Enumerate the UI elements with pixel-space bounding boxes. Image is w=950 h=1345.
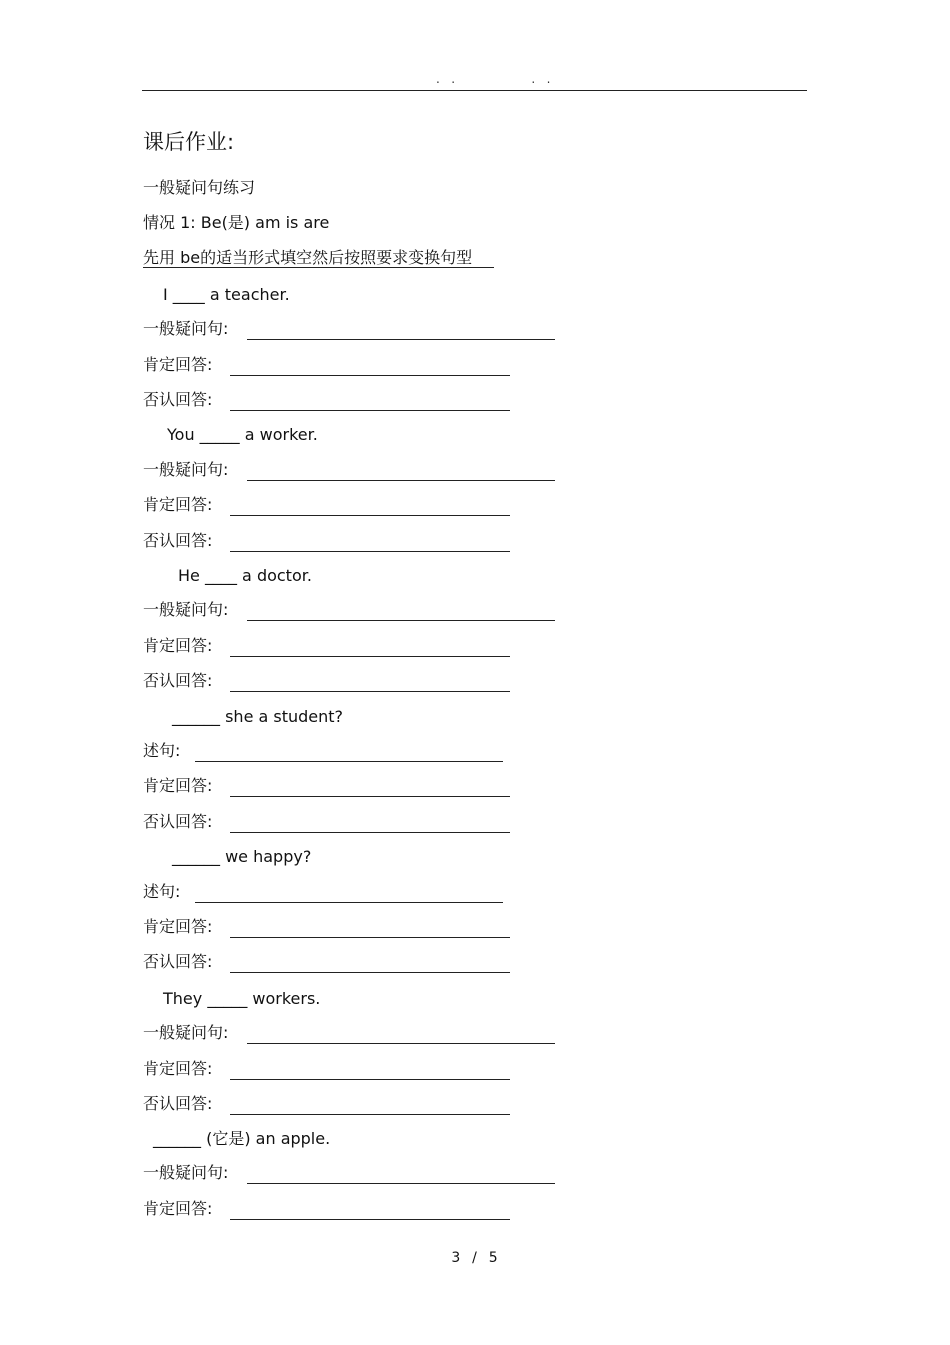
header-dots: . . . .	[436, 72, 551, 86]
answer-blank[interactable]	[247, 458, 555, 481]
positive-label: 肯定回答:	[143, 1199, 213, 1218]
answer-blank[interactable]	[230, 529, 510, 552]
answer-row-question	[143, 598, 555, 621]
positive-label: 肯定回答:	[143, 636, 213, 655]
answer-blank[interactable]	[230, 774, 510, 797]
answer-blank[interactable]	[230, 634, 510, 657]
positive-label: 肯定回答:	[143, 917, 213, 936]
page-title: 课后作业:	[143, 130, 235, 154]
question-label: 一般疑问句:	[143, 460, 229, 479]
answer-row-positive	[143, 915, 510, 938]
answer-row-question	[143, 317, 555, 340]
negative-label: 否认回答:	[143, 671, 213, 690]
answer-blank[interactable]	[230, 388, 510, 411]
answer-blank[interactable]	[247, 317, 555, 340]
exercise-sentence: I ____ a teacher.	[163, 285, 290, 304]
answer-blank[interactable]	[195, 739, 503, 762]
answer-row-negative	[143, 529, 510, 552]
exercise-sentence: They _____ workers.	[163, 989, 321, 1008]
instruction-text	[143, 247, 494, 269]
negative-label: 否认回答:	[143, 952, 213, 971]
answer-blank[interactable]	[230, 1057, 510, 1080]
answer-row-positive	[143, 1057, 510, 1080]
instruction-underlined: 先用 be的适当形式填空然后按照要求变换句型	[143, 248, 494, 268]
answer-row-negative	[143, 810, 510, 833]
answer-blank[interactable]	[230, 1197, 510, 1220]
question-label: 一般疑问句:	[143, 319, 229, 338]
case-title: 情况 1: Be(是) am is are	[143, 213, 330, 232]
answer-row-question	[143, 458, 555, 481]
answer-blank[interactable]	[230, 353, 510, 376]
answer-row-question	[143, 1161, 555, 1184]
exercise-sentence: He ____ a doctor.	[178, 566, 312, 585]
answer-blank[interactable]	[230, 669, 510, 692]
question-label: 一般疑问句:	[143, 600, 229, 619]
answer-row-negative	[143, 388, 510, 411]
answer-row-positive	[143, 774, 510, 797]
answer-row-positive	[143, 1197, 510, 1220]
positive-label: 肯定回答:	[143, 776, 213, 795]
negative-label: 否认回答:	[143, 390, 213, 409]
positive-label: 肯定回答:	[143, 495, 213, 514]
negative-label: 否认回答:	[143, 531, 213, 550]
answer-blank[interactable]	[230, 493, 510, 516]
answer-row-positive	[143, 353, 510, 376]
answer-row-negative	[143, 669, 510, 692]
exercise-sentence: You _____ a worker.	[167, 425, 318, 444]
statement-label: 述句:	[143, 882, 181, 901]
negative-label: 否认回答:	[143, 812, 213, 831]
question-label: 一般疑问句:	[143, 1163, 229, 1182]
exercise-sentence: ______ (它是) an apple.	[153, 1129, 331, 1148]
statement-label: 述句:	[143, 741, 181, 760]
answer-row-positive	[143, 493, 510, 516]
answer-blank[interactable]	[247, 598, 555, 621]
answer-blank[interactable]	[247, 1161, 555, 1184]
header-rule	[142, 90, 807, 91]
page-number: 3 / 5	[451, 1250, 499, 1266]
answer-blank[interactable]	[230, 810, 510, 833]
answer-row-negative	[143, 1092, 510, 1115]
answer-blank[interactable]	[230, 915, 510, 938]
positive-label: 肯定回答:	[143, 1059, 213, 1078]
answer-row-positive	[143, 634, 510, 657]
answer-row-statement	[143, 739, 503, 762]
negative-label: 否认回答:	[143, 1094, 213, 1113]
positive-label: 肯定回答:	[143, 355, 213, 374]
answer-blank[interactable]	[195, 880, 503, 903]
exercise-sentence: ______ she a student?	[172, 707, 344, 726]
exercise-subtitle: 一般疑问句练习	[143, 178, 256, 197]
answer-row-statement	[143, 880, 503, 903]
answer-row-question	[143, 1021, 555, 1044]
answer-row-negative	[143, 950, 510, 973]
exercise-sentence: ______ we happy?	[172, 847, 312, 866]
question-label: 一般疑问句:	[143, 1023, 229, 1042]
answer-blank[interactable]	[247, 1021, 555, 1044]
answer-blank[interactable]	[230, 1092, 510, 1115]
answer-blank[interactable]	[230, 950, 510, 973]
